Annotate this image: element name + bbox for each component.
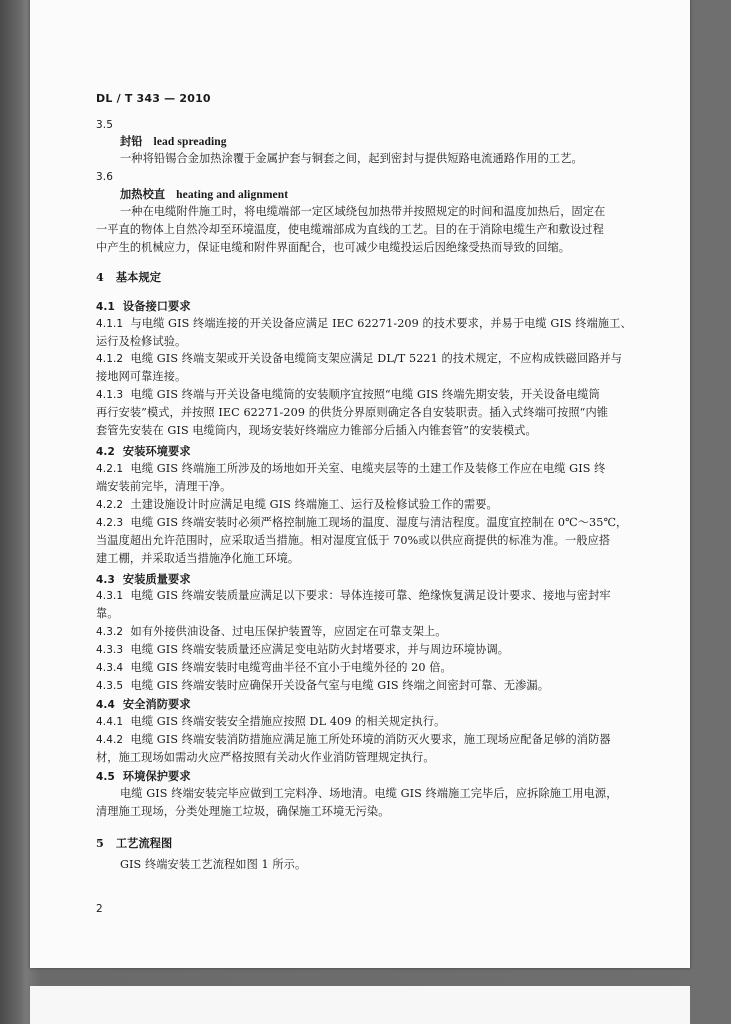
subsection-heading: 4.3 安装质量要求 <box>96 572 191 586</box>
subsection-heading: 4.1 设备接口要求 <box>96 299 191 313</box>
clause-line: 4.2.3 电缆 GIS 终端安装时必须严格控制施工现场的温度、湿度与清洁程度。温度宜控制在 0℃～35℃， <box>96 516 628 529</box>
paragraph-line: 清理施工现场，分类处理施工垃圾，确保施工环境无污染。 <box>96 805 390 818</box>
paragraph-line: 建工棚，并采取适当措施净化施工环境。 <box>96 552 300 565</box>
chapter-heading: 4 基本规定 <box>96 270 162 284</box>
term-definition: 一种将铅锡合金加热涂覆于金属护套与铜套之间，起到密封与提供短路电流通路作用的工艺。 <box>120 152 583 165</box>
paragraph-line: 再行安装”模式，并按照 IEC 62271-209 的供货分界原则确定各自安装职责。插入式终端可按照“内锥 <box>96 406 609 419</box>
clause-line: 4.2.1 电缆 GIS 终端施工所涉及的场地如开关室、电缆夹层等的土建工作及装修工作应在电缆 GIS 终 <box>96 462 606 475</box>
section-number: 3.6 <box>96 171 113 183</box>
paragraph-line: GIS 终端安装工艺流程如图 1 所示。 <box>120 858 307 871</box>
section-number: 3.5 <box>96 119 113 131</box>
clause-line: 4.1.1 与电缆 GIS 终端连接的开关设备应满足 IEC 62271-209 的技术要求，并易于电缆 GIS 终端施工、 <box>96 317 632 330</box>
subsection-heading: 4.2 安装环境要求 <box>96 444 191 458</box>
paragraph-line: 电缆 GIS 终端安装完毕应做到工完料净、场地清。电缆 GIS 终端施工完毕后，应拆除施工用电源， <box>120 787 618 800</box>
page-number: 2 <box>96 903 103 915</box>
term-cn: 加热校直 <box>120 187 166 201</box>
paragraph-line: 材，施工现场如需动火应严格按照有关动火作业消防管理规定执行。 <box>96 751 435 764</box>
clause-line: 4.1.3 电缆 GIS 终端与开关设备电缆筒的安装顺序宜按照“电缆 GIS 终端先期安装，开关设备电缆筒 <box>96 388 600 401</box>
next-page-edge <box>30 986 690 1024</box>
term-cn: 封铅 <box>120 134 143 148</box>
paragraph-line: 一种在电缆附件施工时，将电缆端部一定区域绕包加热带并按照规定的时间和温度加热后，固定在 <box>120 205 606 218</box>
paragraph-line: 套管先安装在 GIS 电缆筒内，现场安装好终端应力锥部分后插入内锥套管”的安装模式。 <box>96 424 537 437</box>
term-heading <box>120 187 288 202</box>
subsection-heading: 4.5 环境保护要求 <box>96 769 191 783</box>
paragraph-line: 接地网可靠连接。 <box>96 370 187 383</box>
clause-line: 4.3.1 电缆 GIS 终端安装质量应满足以下要求：导体连接可靠、绝缘恢复满足设计要求、接地与密封牢 <box>96 589 611 602</box>
clause-line: 4.3.4 电缆 GIS 终端安装时电缆弯曲半径不宜小于电缆外径的 20 倍。 <box>96 661 452 674</box>
clause-line: 4.2.2 土建设施设计时应满足电缆 GIS 终端施工、运行及检修试验工作的需要。 <box>96 498 498 511</box>
term-en: heating and alignment <box>176 189 289 201</box>
paragraph-line: 靠。 <box>96 607 119 620</box>
clause-line: 4.4.1 电缆 GIS 终端安装安全措施应按照 DL 409 的相关规定执行。 <box>96 715 446 728</box>
document-page <box>30 0 690 968</box>
clause-line: 4.1.2 电缆 GIS 终端支架或开关设备电缆筒支架应满足 DL/T 5221 的技术规定，不应构成铁磁回路并与 <box>96 352 623 365</box>
subsection-heading: 4.4 安全消防要求 <box>96 697 191 711</box>
standard-code-header: DL / T 343 — 2010 <box>96 92 211 105</box>
clause-line: 4.4.2 电缆 GIS 终端安装消防措施应满足施工所处环境的消防灭火要求，施工现场应配备足够的消防器 <box>96 733 611 746</box>
paragraph-line: 运行及检修试验。 <box>96 335 187 348</box>
term-en: lead spreading <box>153 136 227 148</box>
term-heading <box>120 134 227 149</box>
clause-line: 4.3.3 电缆 GIS 终端安装质量还应满足变电站防火封堵要求，并与周边环境协调。 <box>96 643 510 656</box>
paragraph-line: 一平直的物体上自然冷却至环境温度，使电缆端部成为直线的工艺。目的在于消除电缆生产和敷设过程 <box>96 223 604 236</box>
clause-line: 4.3.2 如有外接供油设备、过电压保护装置等，应固定在可靠支架上。 <box>96 625 447 638</box>
paragraph-line: 中产生的机械应力，保证电缆和附件界面配合，也可减少电缆投运后因绝缘受热而导致的回缩。 <box>96 241 571 254</box>
clause-line: 4.3.5 电缆 GIS 终端安装时应确保开关设备气室与电缆 GIS 终端之间密封可靠、无渗漏。 <box>96 679 549 692</box>
paragraph-line: 当温度超出允许范围时，应采取适当措施。相对湿度宜低于 70%或以供应商提供的标准为准。一般应搭 <box>96 534 611 547</box>
chapter-heading: 5 工艺流程图 <box>96 836 173 850</box>
paragraph-line: 端安装前完毕，清理干净。 <box>96 480 232 493</box>
